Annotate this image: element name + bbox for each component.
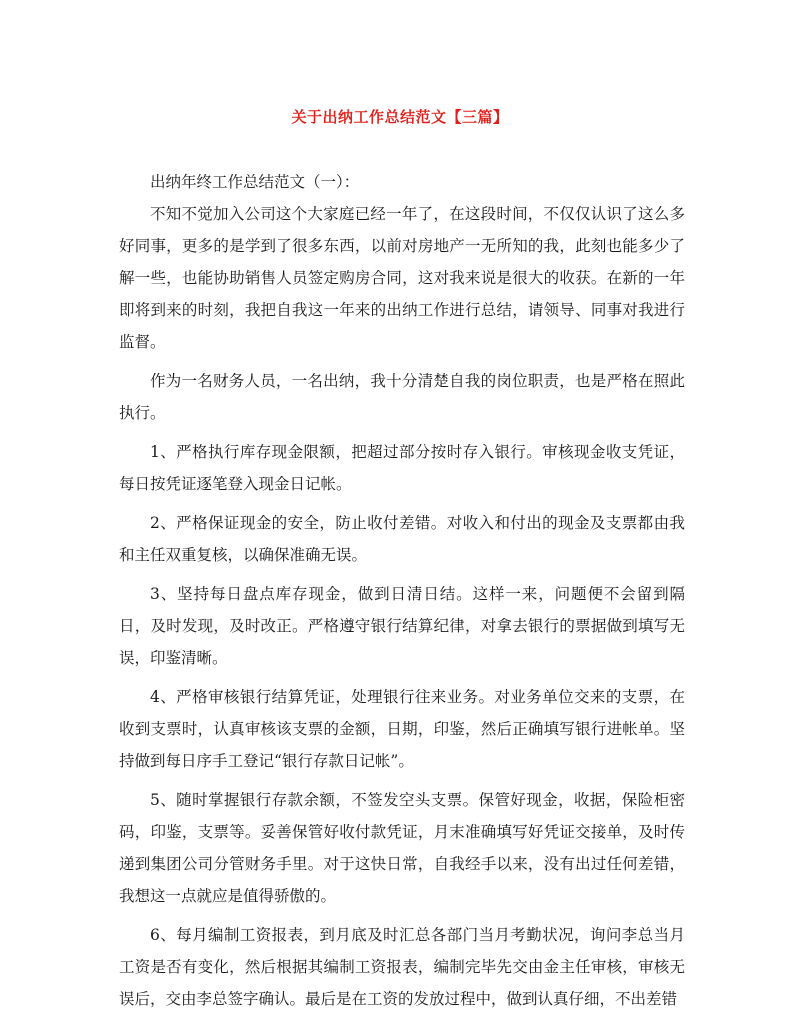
paragraph-duty: 作为一名财务人员，一名出纳，我十分清楚自我的岗位职责，也是严格在照此执行。 (119, 372, 685, 422)
paragraph-item-4: 4、严格审核银行结算凭证，处理银行往来业务。对业务单位交来的支票，在收到支票时，认真审核该支票的金额，日期，印鉴，然后正确填写银行进帐单。坚持做到每日序手工登记“银行存款日记帐”。 (119, 688, 685, 770)
paragraph-item-3: 3、坚持每日盘点库存现金，做到日清日结。这样一来，问题便不会留到隔日，及时发现，及时改正。严格遵守银行结算纪律，对拿去银行的票据做到填写无误，印鉴清晰。 (119, 585, 685, 667)
section-heading: 出纳年终工作总结范文（一）： (150, 173, 360, 191)
paragraph-item-6: 6、每月编制工资报表，到月底及时汇总各部门当月考勤状况，询问李总当月工资是否有变化，然后根据其编制工资报表，编制完毕先交由金主任审核，审核无误后，交由李总签字确认。最后是在工资的发放过程中，做到认真仔细，不出差错 (119, 926, 685, 1008)
paragraph-item-5: 5、随时掌握银行存款余额，不签发空头支票。保管好现金，收据，保险柜密码，印鉴，支票等。妥善保管好收付款凭证，月末准确填写好凭证交接单，及时传递到集团公司分管财务手里。对于这快日常，自我经手以来，没有出过任何差错，我想这一点就应是值得骄傲的。 (119, 791, 685, 905)
document-body (119, 166, 685, 1022)
paragraph-item-2: 2、严格保证现金的安全，防止收付差错。对收入和付出的现金及支票都由我和主任双重复核，以确保准确无误。 (119, 514, 685, 564)
paragraph-intro: 不知不觉加入公司这个大家庭已经一年了，在这段时间，不仅仅认识了这么多好同事，更多的是学到了很多东西，以前对房地产一无所知的我，此刻也能多少了解一些，也能协助销售人员签定购房合同，这对我来说是很大的收获。在新的一年即将到来的时刻，我把自我这一年来的出纳工作进行总结，请领导、同事对我进行监督。 (119, 205, 685, 351)
document-title: 关于出纳工作总结范文【三篇】 (291, 108, 509, 126)
paragraph-item-1: 1、严格执行库存现金限额，把超过部分按时存入银行。审核现金收支凭证，每日按凭证逐笔登入现金日记帐。 (119, 443, 685, 493)
